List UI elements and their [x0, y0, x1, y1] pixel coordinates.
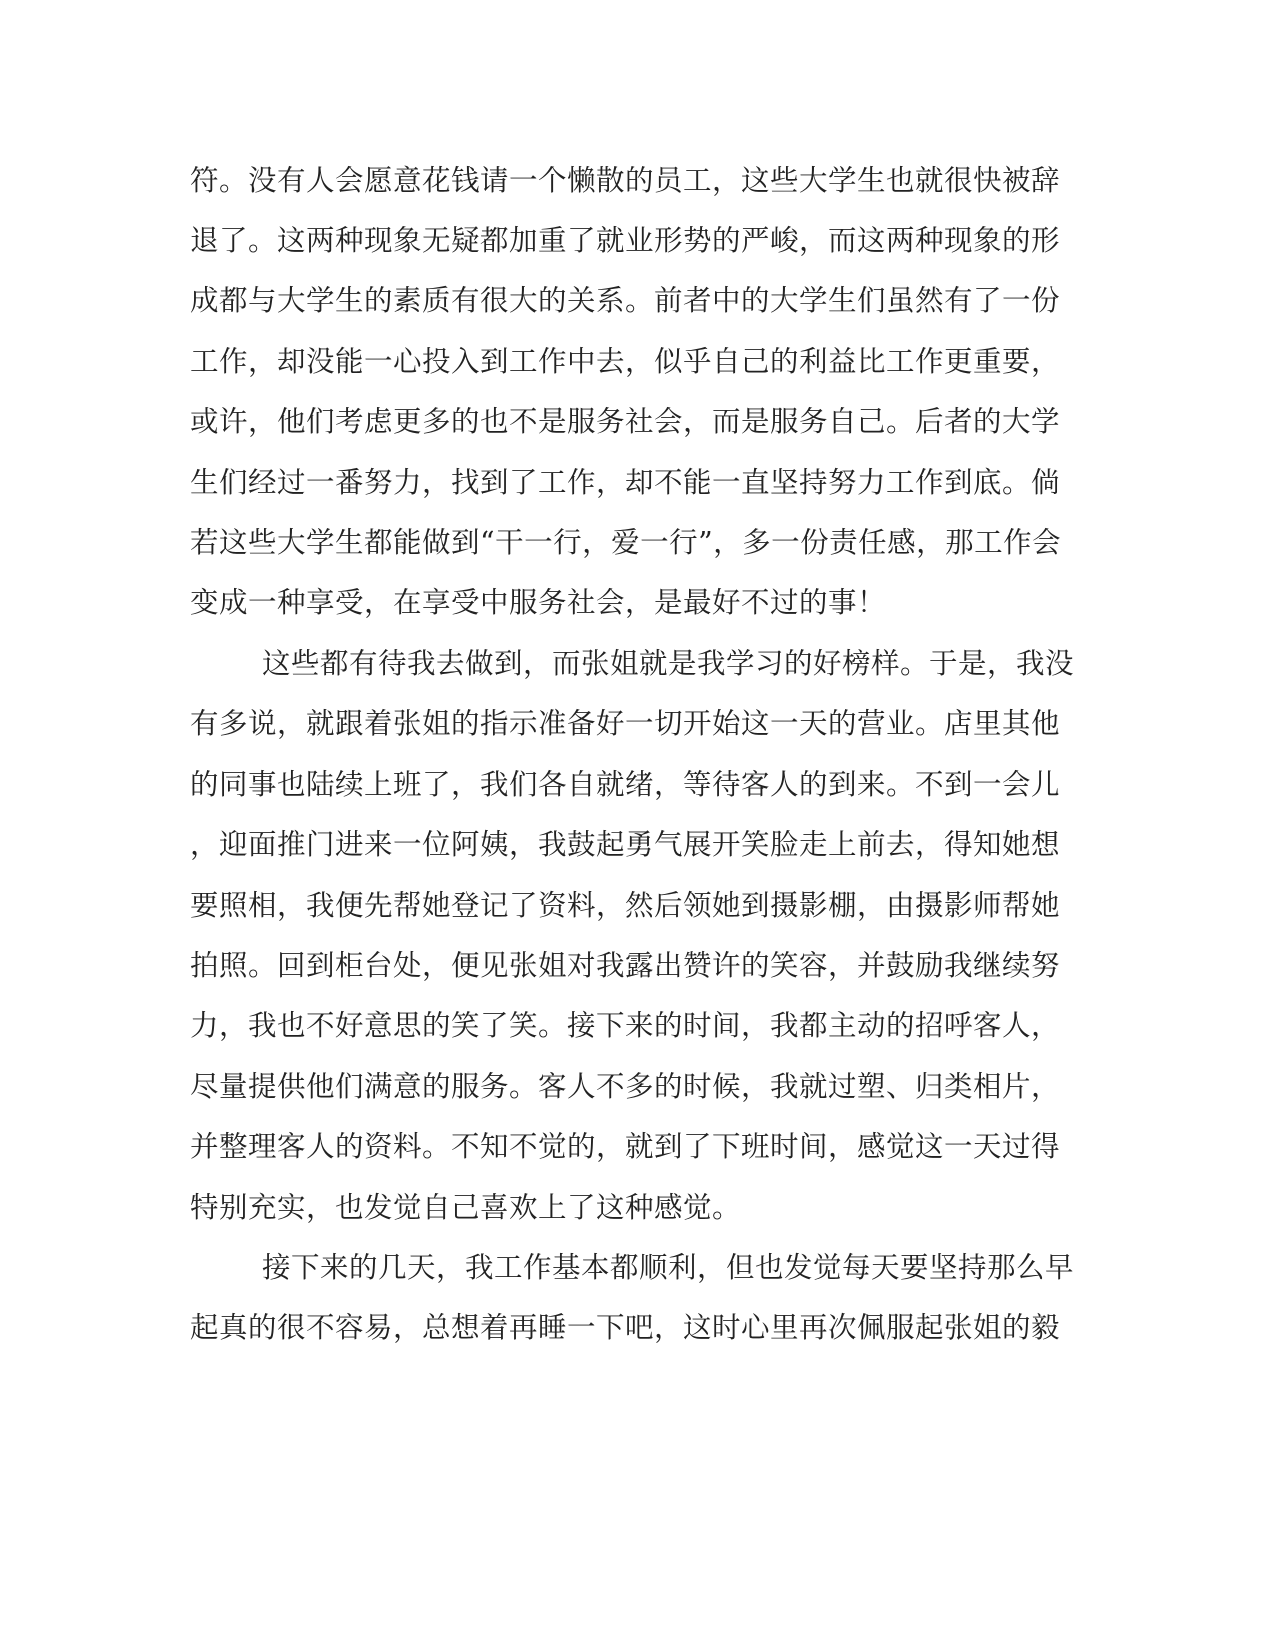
paragraph-start-line: 这些都有待我去做到，而张姐就是我学习的好榜样。于是，我没 [262, 647, 1075, 680]
text-line: 有多说，就跟着张姐的指示准备好一切开始这一天的营业。店里其他 [190, 707, 1061, 740]
text-line: 符。没有人会愿意花钱请一个懒散的员工，这些大学生也就很快被辞 [190, 164, 1061, 197]
text-line: 尽量提供他们满意的服务。客人不多的时候，我就过塑、归类相片， [190, 1070, 1061, 1103]
paragraph-start-line: 接下来的几天，我工作基本都顺利，但也发觉每天要坚持那么早 [262, 1251, 1075, 1284]
text-line: 的同事也陆续上班了，我们各自就绪，等待客人的到来。不到一会儿 [190, 768, 1061, 801]
text-line: 特别充实，也发觉自己喜欢上了这种感觉。 [190, 1191, 742, 1224]
text-line: 成都与大学生的素质有很大的关系。前者中的大学生们虽然有了一份 [190, 284, 1061, 317]
text-line: 力，我也不好意思的笑了笑。接下来的时间，我都主动的招呼客人， [190, 1009, 1061, 1042]
text-line: 拍照。回到柜台处，便见张姐对我露出赞许的笑容，并鼓励我继续努 [190, 949, 1061, 982]
text-line: 退了。这两种现象无疑都加重了就业形势的严峻，而这两种现象的形 [190, 224, 1061, 257]
text-line: 或许，他们考虑更多的也不是服务社会，而是服务自己。后者的大学 [190, 405, 1061, 438]
text-line: 若这些大学生都能做到“干一行，爱一行”，多一份责任感，那工作会 [190, 526, 1062, 559]
text-line: 起真的很不容易，总想着再睡一下吧，这时心里再次佩服起张姐的毅 [190, 1311, 1061, 1344]
text-line: 工作，却没能一心投入到工作中去，似乎自己的利益比工作更重要， [190, 345, 1061, 378]
text-line: 生们经过一番努力，找到了工作，却不能一直坚持努力工作到底。倘 [190, 466, 1061, 499]
text-line: 要照相，我便先帮她登记了资料，然后领她到摄影棚，由摄影师帮她 [190, 889, 1061, 922]
text-line: 变成一种享受，在享受中服务社会，是最好不过的事！ [190, 586, 887, 619]
text-line: ，迎面推门进来一位阿姨，我鼓起勇气展开笑脸走上前去，得知她想 [190, 828, 1061, 861]
text-line: 并整理客人的资料。不知不觉的，就到了下班时间，感觉这一天过得 [190, 1130, 1061, 1163]
